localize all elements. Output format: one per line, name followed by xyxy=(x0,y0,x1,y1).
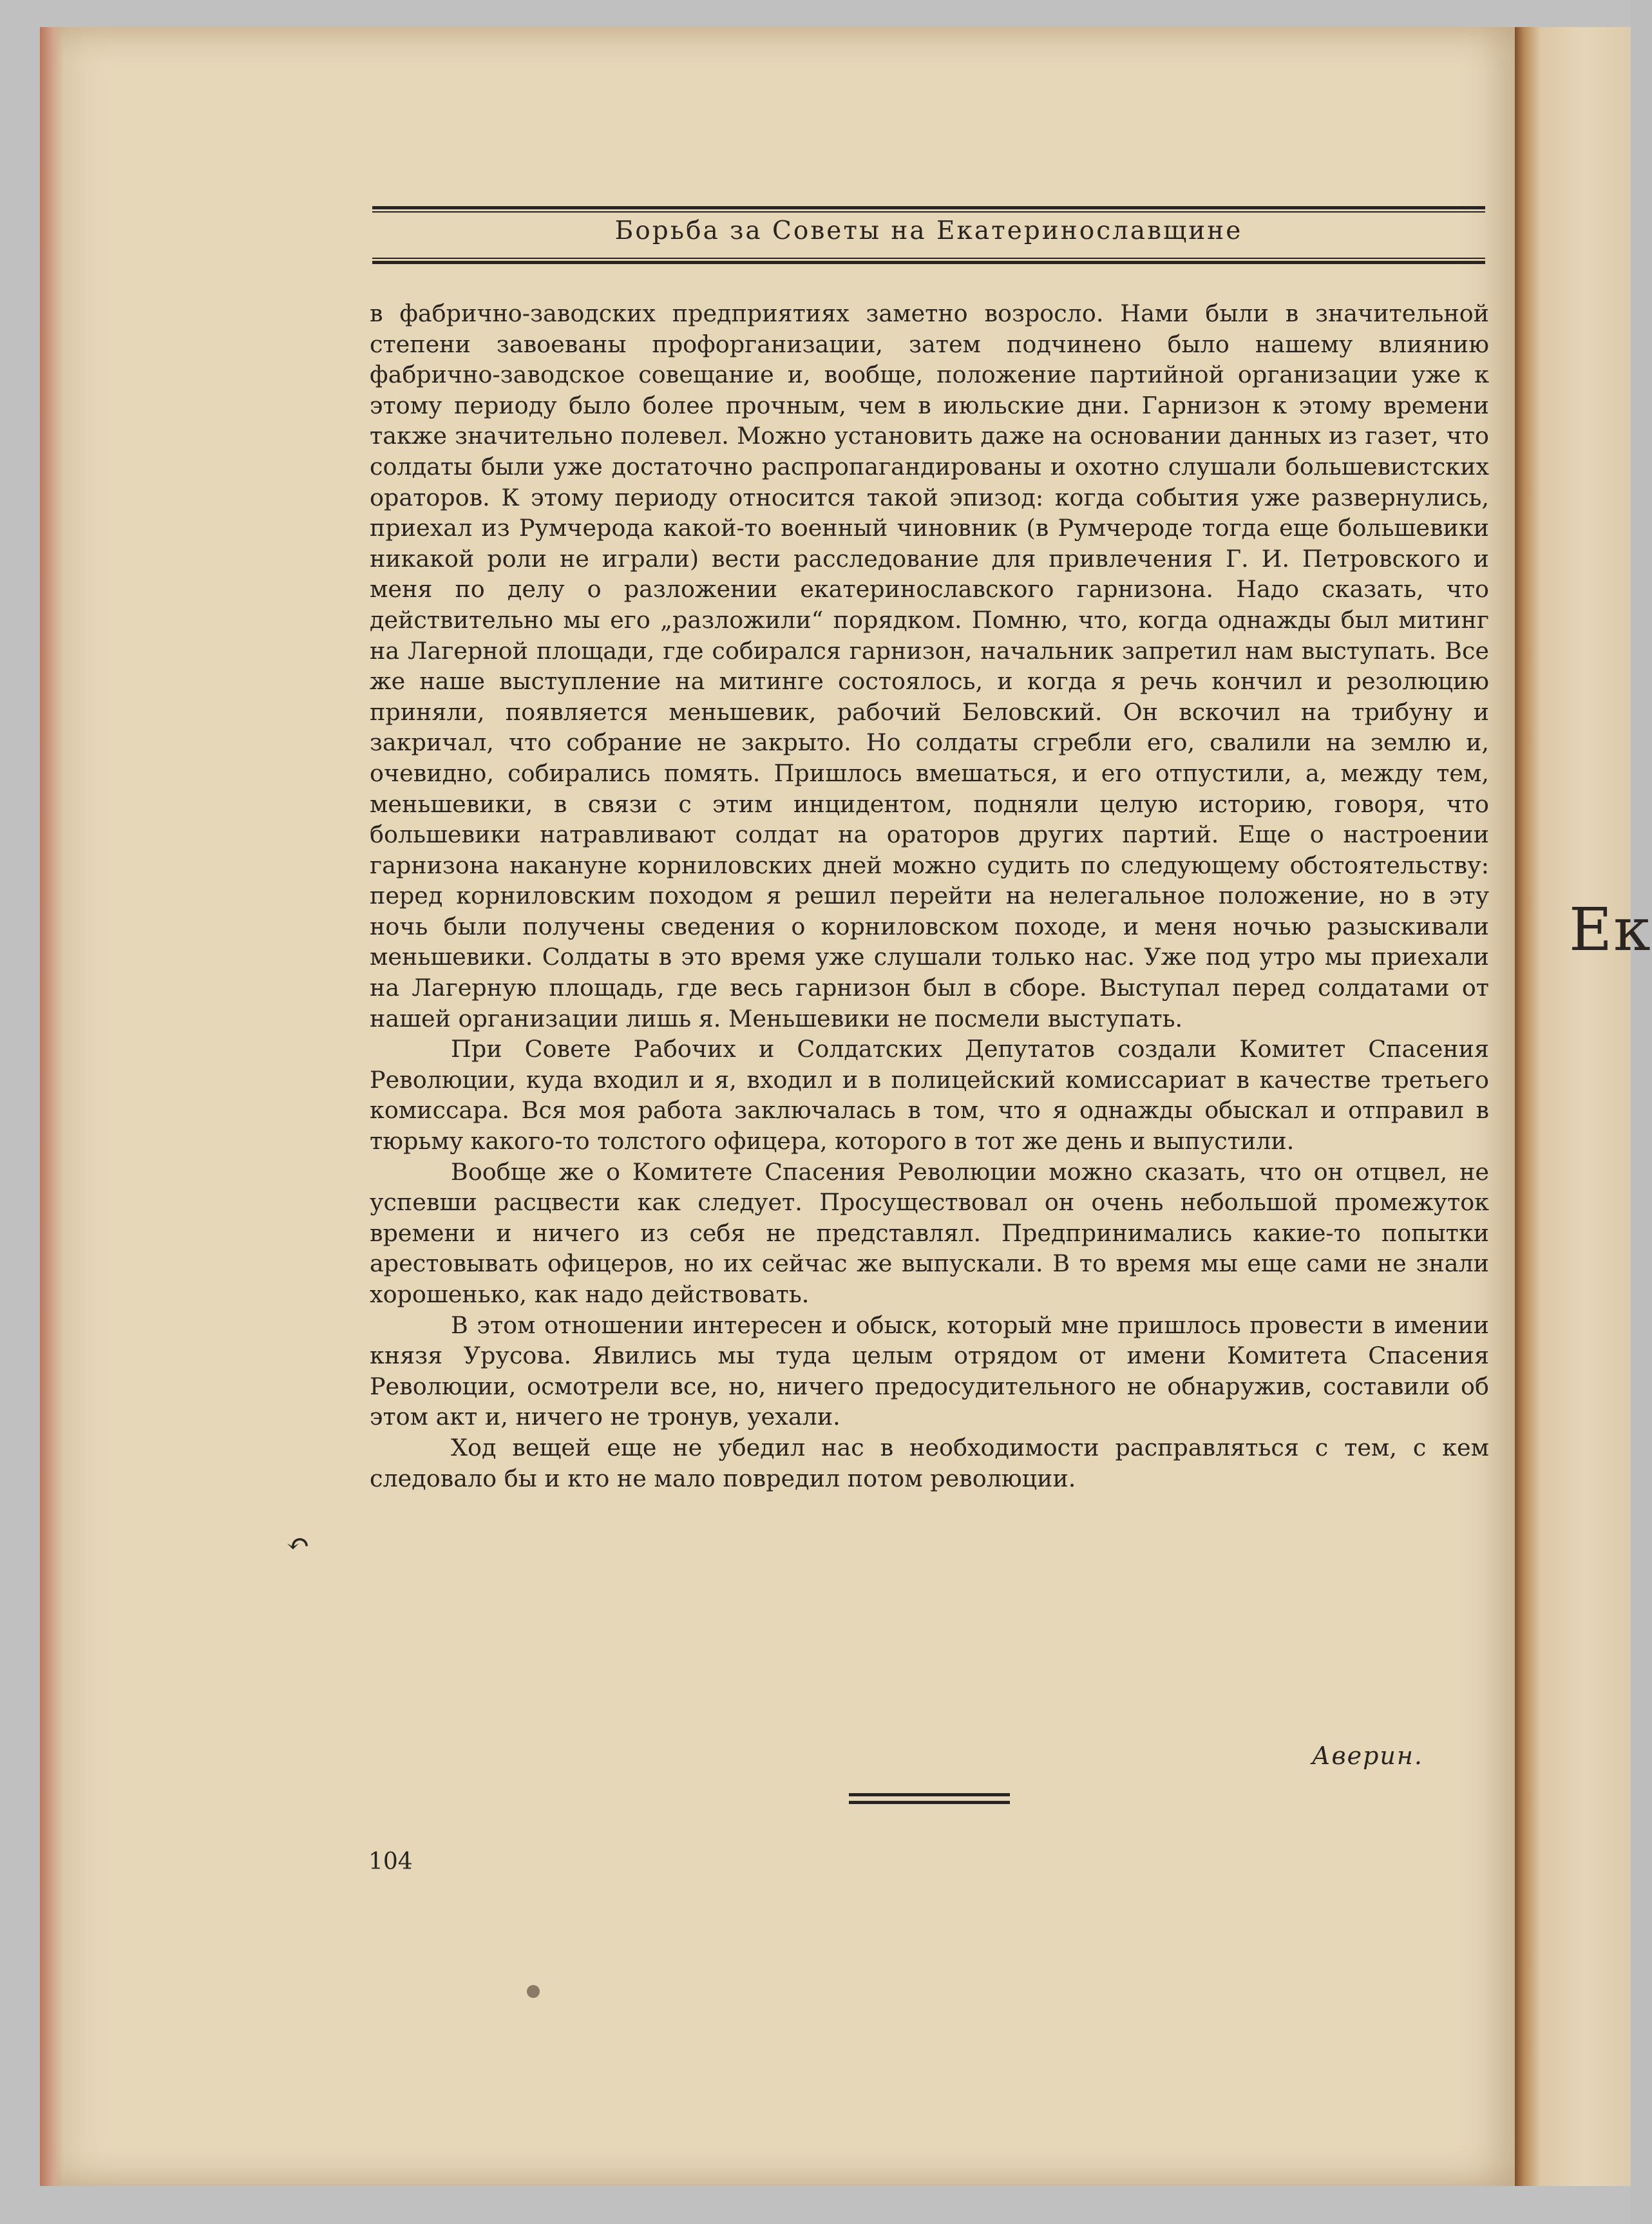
body-text xyxy=(370,298,1489,1494)
ink-spot xyxy=(527,1985,540,1998)
paragraph: В этом отношении интересен и обыск, который мне пришлось провести в имении князя Урусова. Явились мы туда целым отрядом от имени Комитета Спасения Революции, осмотрели все, но, ничего предосудительного не обнаружив, составили об этом акт и, ничего не тронув, уехали. xyxy=(370,1311,1489,1431)
paragraph: Ход вещей еще не убедил нас в необходимости расправляться с тем, с кем следовало бы и кто не мало повредил потом революции. xyxy=(370,1433,1489,1492)
header-rule-bottom xyxy=(372,261,1485,264)
page-left-edge xyxy=(40,27,63,2186)
end-rule-bottom xyxy=(849,1801,1010,1804)
margin-mark: ↶ xyxy=(286,1528,310,1561)
header-rule-top-thin xyxy=(372,211,1485,213)
page-number: 104 xyxy=(368,1849,413,1875)
paragraph: Вообще же о Комитете Спасения Революции можно сказать, что он отцвел, не успевши расцвести как следует. Просуществовал он очень небольшой промежуток времени и ничего из себя не представлял. Предпринимались какие-то попытки арестовывать офицеров, но их сейчас же выпускали. В то время мы еще сами не знали хорошенько, как надо действовать. xyxy=(370,1157,1489,1308)
paragraph: в фабрично-заводских предприятиях заметно возросло. Нами были в значительной степени завоеваны профорганизации, затем подчинено было нашему влиянию фабрично-заводское совещание и, вообще, положение партийной организации уже к этому периоду было более прочным, чем в июльские дни. Гарнизон к этому времени также значительно полевел. Можно установить даже на основании данных из газет, что солдаты были уже достаточно распропагандированы и охотно слушали большевистских ораторов. К этому периоду относится такой эпизод: когда события уже развернулись, приехал из Румчерода какой-то военный чиновник (в Румчероде тогда еще большевики никакой роли не играли) вести расследование для привлечения Г. И. Петровского и меня по делу о разложении екатеринославского гарнизона. Надо сказать, что действительно мы его „разложили“ порядком. Помню, что, когда однажды был митинг на Лагерной площади, где собирался гарнизон, начальник запретил нам выступать. Все же наше выступление на митинге состоялось, и когда я речь кончил и резолюцию приняли, появляется меньшевик, рабочий Беловский. Он вскочил на трибуну и закричал, что собрание не закрыто. Но солдаты сгребли его, свалили на землю и, очевидно, собирались помять. Пришлось вмешаться, и его отпустили, а, между тем, меньшевики, в связи с этим инцидентом, подняли целую историю, говоря, что большевики натравливают солдат на ораторов других партий. Еще о настроении гарнизона накануне корниловских дней можно судить по следующему обстоятельству: перед корниловским походом я решил перейти на нелегальное положение, но в эту ночь были получены сведения о корниловском походе, и меня ночью разыскивали меньшевики. Солдаты в это время уже слушали только нас. Уже под утро мы приехали на Лагерную площадь, где весь гарнизон был в сборе. Выступал перед солдатами от нашей организации лишь я. Меньшевики не посмели выступать. xyxy=(370,299,1489,1032)
paragraph: При Совете Рабочих и Солдатских Депутатов создали Комитет Спасения Революции, куда входил и я, входил и в полицейский комиссариат в качестве третьего комиссара. Вся моя работа заключалась в том, что я однажды обыскал и отправил в тюрьму какого-то толстого офицера, которого в тот же день и выпустили. xyxy=(370,1035,1489,1155)
adjacent-page xyxy=(1515,27,1652,2186)
adjacent-page-fragment: Ек xyxy=(1569,895,1652,964)
author-signature: Аверин. xyxy=(1311,1742,1423,1770)
header-rule-bottom-thin xyxy=(372,258,1485,259)
header-rule-top xyxy=(372,206,1485,209)
running-title: Борьба за Советы на Екатеринославщине xyxy=(614,216,1243,245)
end-rule-top xyxy=(849,1793,1010,1796)
